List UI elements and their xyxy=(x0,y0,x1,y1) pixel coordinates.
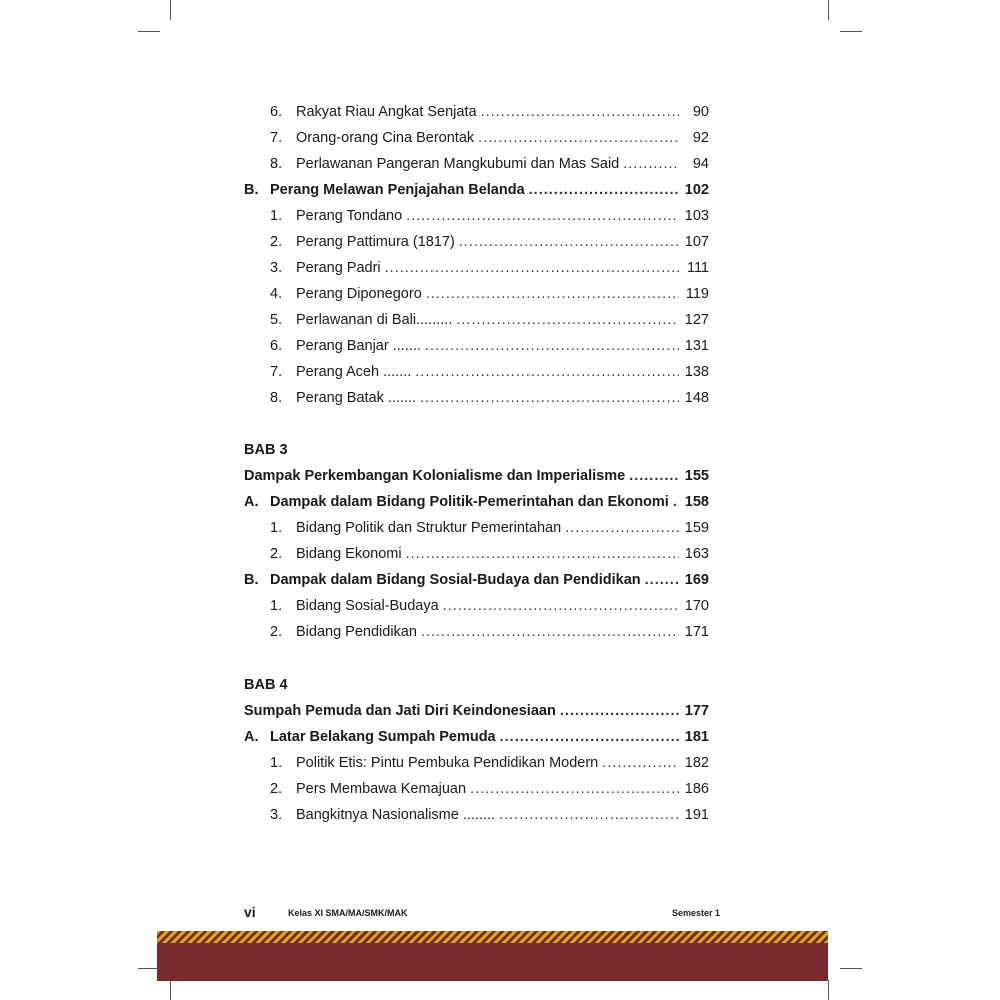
toc-entry-title: Latar Belakang Sumpah Pemuda xyxy=(270,729,496,745)
toc-entry[interactable] xyxy=(244,230,709,254)
toc-entry-number: B. xyxy=(244,182,259,198)
toc-entry[interactable] xyxy=(244,751,709,775)
toc-entry-number: B. xyxy=(244,572,259,588)
toc-section-entry[interactable] xyxy=(244,568,709,592)
toc-entry-number: A. xyxy=(244,494,259,510)
toc-entry[interactable] xyxy=(244,620,709,644)
toc-entry[interactable] xyxy=(244,126,709,150)
toc-entry-title: Pers Membawa Kemajuan xyxy=(296,781,467,797)
toc-section-entry[interactable] xyxy=(244,725,709,749)
toc-entry-title: Bidang Ekonomi xyxy=(296,546,402,562)
toc-section-entry[interactable] xyxy=(244,178,709,202)
toc-entry-title: Bidang Sosial-Budaya xyxy=(296,598,439,614)
chapter-number: BAB 4 xyxy=(244,677,288,693)
leader-dots xyxy=(385,256,679,280)
leader-dots xyxy=(645,568,679,592)
toc-entry-title: Dampak dalam Bidang Politik-Pemerintahan dan Ekonomi xyxy=(270,494,669,510)
page-number: vi xyxy=(244,904,256,920)
toc-entry-title: Perang Padri xyxy=(296,260,381,276)
leader-dots xyxy=(421,620,679,644)
toc-entry-page: 94 xyxy=(692,156,709,172)
toc-entry-number: 6. xyxy=(270,104,283,120)
toc-entry-title: Perang Melawan Penjajahan Belanda xyxy=(270,182,525,198)
toc-entry[interactable] xyxy=(244,516,709,540)
toc-entry[interactable] xyxy=(244,152,709,176)
toc-entry-number: 5. xyxy=(270,312,283,328)
toc-entry-number: 2. xyxy=(270,781,283,797)
toc-entry-page: 181 xyxy=(684,729,709,745)
toc-entry-title: Dampak Perkembangan Kolonialisme dan Imperialisme xyxy=(244,468,626,484)
toc-entry[interactable] xyxy=(244,803,709,827)
crop-mark xyxy=(828,0,829,20)
chapter-label xyxy=(244,438,709,462)
toc-entry-title: Perang Tondano xyxy=(296,208,403,224)
toc-entry-title: Perang Banjar ....... xyxy=(296,338,421,354)
toc-entry-title: Perang Batak ....... xyxy=(296,390,417,406)
toc-entry-title: Dampak dalam Bidang Sosial-Budaya dan Pendidikan xyxy=(270,572,641,588)
toc-entry-title: Perang Aceh ....... xyxy=(296,364,412,380)
toc-entry-page: 163 xyxy=(684,546,709,562)
toc-entry[interactable] xyxy=(244,100,709,124)
toc-entry-page: 169 xyxy=(684,572,709,588)
leader-dots xyxy=(499,803,679,827)
leader-dots xyxy=(420,386,679,410)
toc-entry-number: 1. xyxy=(270,755,283,771)
toc-entry-page: 170 xyxy=(684,598,709,614)
leader-dots xyxy=(560,699,679,723)
toc-entry-page: 159 xyxy=(684,520,709,536)
leader-dots xyxy=(602,751,679,775)
leader-dots xyxy=(406,204,679,228)
toc-entry-number: 7. xyxy=(270,130,283,146)
crop-mark xyxy=(840,31,862,32)
toc-entry[interactable] xyxy=(244,777,709,801)
toc-entry-title: Orang-orang Cina Berontak xyxy=(296,130,475,146)
chapter-label xyxy=(244,673,709,697)
footer-band xyxy=(157,943,828,981)
toc-entry-page: 102 xyxy=(684,182,709,198)
toc-entry[interactable] xyxy=(244,542,709,566)
toc-entry-page: 191 xyxy=(684,807,709,823)
chapter-number: BAB 3 xyxy=(244,442,288,458)
crop-mark xyxy=(170,980,171,1000)
leader-dots xyxy=(623,152,679,176)
toc-entry[interactable] xyxy=(244,386,709,410)
toc-entry-page: 138 xyxy=(684,364,709,380)
class-label: Kelas XI SMA/MA/SMK/MAK xyxy=(288,908,408,918)
crop-mark xyxy=(138,31,160,32)
leader-dots xyxy=(673,490,679,514)
leader-dots xyxy=(470,777,679,801)
crop-mark xyxy=(840,968,862,969)
leader-dots xyxy=(425,334,679,358)
leader-dots xyxy=(415,360,679,384)
toc-chapter-entry[interactable] xyxy=(244,699,709,723)
toc-entry-page: 182 xyxy=(684,755,709,771)
toc-entry-number: 8. xyxy=(270,390,283,406)
leader-dots xyxy=(443,594,679,618)
leader-dots xyxy=(406,542,679,566)
leader-dots xyxy=(459,230,679,254)
toc-entry-title: Perlawanan Pangeran Mangkubumi dan Mas Said xyxy=(296,156,620,172)
toc-entry-page: 119 xyxy=(685,286,709,302)
toc-entry-number: 1. xyxy=(270,208,283,224)
toc-entry-page: 148 xyxy=(684,390,709,406)
toc-entry[interactable] xyxy=(244,308,709,332)
toc-entry-number: 1. xyxy=(270,598,283,614)
toc-entry-page: 158 xyxy=(684,494,709,510)
toc-entry-page: 103 xyxy=(684,208,709,224)
toc-entry[interactable] xyxy=(244,282,709,306)
toc-entry-title: Perang Pattimura (1817) xyxy=(296,234,455,250)
leader-dots xyxy=(529,178,679,202)
toc-entry-page: 107 xyxy=(684,234,709,250)
toc-entry-page: 127 xyxy=(684,312,709,328)
toc-entry-title: Bangkitnya Nasionalisme ........ xyxy=(296,807,496,823)
toc-entry-number: A. xyxy=(244,729,259,745)
toc-entry-page: 177 xyxy=(684,703,709,719)
toc-entry-number: 2. xyxy=(270,546,283,562)
leader-dots xyxy=(629,464,679,488)
leader-dots xyxy=(456,308,679,332)
toc-entry-number: 1. xyxy=(270,520,283,536)
toc-entry-page: 92 xyxy=(692,130,709,146)
toc-entry-number: 2. xyxy=(270,624,283,640)
crop-mark xyxy=(170,0,171,20)
toc-entry-page: 186 xyxy=(684,781,709,797)
toc-section-entry[interactable] xyxy=(244,490,709,514)
toc-entry[interactable] xyxy=(244,256,709,280)
toc-entry-number: 3. xyxy=(270,807,283,823)
toc-entry-page: 131 xyxy=(684,338,709,354)
toc-entry-number: 6. xyxy=(270,338,283,354)
crop-mark xyxy=(828,980,829,1000)
toc-entry-number: 4. xyxy=(270,286,283,302)
toc-entry-page: 111 xyxy=(686,260,709,276)
toc-entry[interactable] xyxy=(244,334,709,358)
leader-dots xyxy=(565,516,679,540)
toc-entry-number: 7. xyxy=(270,364,283,380)
toc-entry-page: 155 xyxy=(684,468,709,484)
toc-chapter-entry[interactable] xyxy=(244,464,709,488)
toc-entry-page: 171 xyxy=(684,624,709,640)
toc-entry-title: Politik Etis: Pintu Pembuka Pendidikan Modern xyxy=(296,755,599,771)
semester-label: Semester 1 xyxy=(671,908,720,918)
footer-decorative-pattern xyxy=(157,931,828,943)
toc-entry-title: Bidang Pendidikan xyxy=(296,624,417,640)
toc-entry[interactable] xyxy=(244,360,709,384)
leader-dots xyxy=(426,282,679,306)
toc-entry-number: 8. xyxy=(270,156,283,172)
leader-dots xyxy=(478,126,679,150)
toc-entry-title: Rakyat Riau Angkat Senjata xyxy=(296,104,477,120)
toc-entry-title: Perlawanan di Bali......... xyxy=(296,312,453,328)
toc-entry-title: Sumpah Pemuda dan Jati Diri Keindonesiaan xyxy=(244,703,556,719)
toc-entry[interactable] xyxy=(244,594,709,618)
toc-entry-number: 2. xyxy=(270,234,283,250)
toc-entry-title: Bidang Politik dan Struktur Pemerintahan xyxy=(296,520,562,536)
leader-dots xyxy=(481,100,679,124)
toc-entry-page: 90 xyxy=(692,104,709,120)
toc-entry-number: 3. xyxy=(270,260,283,276)
leader-dots xyxy=(500,725,679,749)
toc-entry[interactable] xyxy=(244,204,709,228)
toc-entry-title: Perang Diponegoro xyxy=(296,286,422,302)
